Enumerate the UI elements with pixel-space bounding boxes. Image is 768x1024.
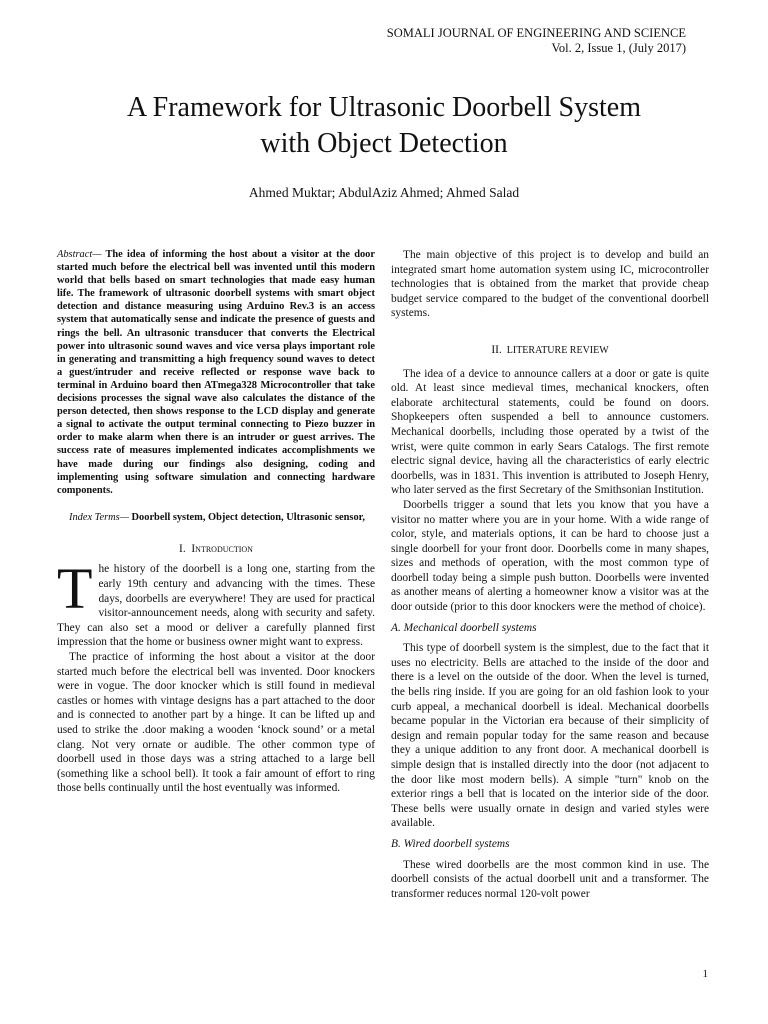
section-title: Introduction — [191, 542, 253, 555]
section-numeral: II. — [491, 343, 502, 356]
subsection-heading-mechanical: A. Mechanical doorbell systems — [391, 621, 537, 634]
section-numeral: I. — [179, 542, 186, 555]
index-terms-lead: Index Terms— — [69, 511, 129, 523]
literature-paragraph-2: Doorbells trigger a sound that lets you know that you have a visitor no matter where you are in your home. With a wide range of color, style, and materials options, it can be hard to choose just a single doorbell for your front door. Doorbells come in many shapes, sizes and methods of operation, with the most common type of doorbell today being a simple push button. Doorbells were invented as another means of alerting a homeowner know a visitor was at the door outside (prior to this door knockers were the method of choice). — [391, 498, 709, 614]
right-column — [391, 248, 709, 901]
journal-name: SOMALI JOURNAL OF ENGINEERING AND SCIENCE — [386, 26, 686, 40]
intro-paragraph-1 — [57, 556, 375, 650]
wired-paragraph: These wired doorbells are the most common kind in use. The doorbell consists of the actual doorbell unit and a transformer. The transformer reduces normal 120-volt power — [391, 858, 709, 900]
abstract — [57, 248, 375, 497]
subsection-heading-wired: B. Wired doorbell systems — [391, 837, 510, 850]
literature-paragraph-1: The idea of a device to announce callers at a door or gate is quite old. At least since medieval times, mechanical knockers, often elaborate architectural statements, could be found on doors. Shopkeepers often suspended a bell to announce customers. Mechanical doorbells, including those operated by a twist of the wrist, were quite common in early Sears Catalogs. The first remote electric signal device, having all the characteristics of early electric doorbells, was in 1831. This invention is attributed to Joseph Henry, who later served as the first Secretary of the Smithsonian Institution. — [391, 367, 709, 497]
mechanical-paragraph: This type of doorbell system is the simplest, due to the fact that it uses no electricity. Bells are attached to the inside of the door and there is a level on the outside of the door. When the level is turned, the bells ring inside. If you are going for an old fashion look to your curb appeal, a mechanical doorbell is ideal. Mechanical doorbells became popular in the Victorian era because of their simplicity of design and remain popular today for the same reason and because they a unique addition to any front door. A mechanical doorbell is simple design that is installed directly into the door (not adjacent to the door like most modern bells). A simple "turn" knob on the exterior rings a bell that is located on the interior side of the door. These bells were usually ornate in design and varied styles were available. — [391, 642, 709, 830]
intro-paragraph-1-text: he history of the doorbell is a long one, starting from the early 19th century and advancing with the times. These days, doorbells are everywhere! They are used for practical visitor-announcement needs, along with security and safety. They can also set a mood or deliver a carefully planned first impression that the home or business owner might want to express. — [57, 563, 375, 649]
paper-title-text: A Framework for Ultrasonic Doorbell System with Object Detection — [126, 92, 642, 159]
objective-paragraph: The main objective of this project is to develop and build an integrated smart home automation system using IC, microcontroller technologies that is obtained from the market that provide cheap budget service compared to the budget of the conventional doorbell systems. — [391, 249, 709, 320]
index-terms — [57, 511, 375, 524]
author-list: Ahmed Muktar; AbdulAziz Ahmed; Ahmed Salad — [248, 185, 520, 200]
left-column — [57, 248, 375, 796]
index-terms-text: Doorbell system, Object detection, Ultrasonic sensor, — [128, 511, 365, 523]
section-heading-literature-review — [391, 343, 709, 359]
paper-title — [0, 90, 768, 162]
drop-cap: T — [57, 556, 93, 622]
section-heading-introduction — [57, 542, 375, 557]
section-title: LITERATURE REVIEW — [506, 344, 609, 356]
abstract-text: The idea of informing the host about a visitor at the door started much before the electrical bell was invented until this modern world that bells based on smart technologies that made easy human life. The framework of ultrasonic doorbell systems with smart object detection and distance measuring using Arduino Rev.3 is an access system that automatically sense and indicate the presence of guests and rings the bell. An ultrasonic transducer that converts the Electrical power into ultrasonic sound waves and vice versa plays important role in generating and transmitting a high frequency sound waves to detect a guest/intruder and receive reflected or response wave back to terminal in Arduino board then ATmega328 Microcontroller that take decisions processes the signal wave also calculates the distance of the person detected, then shows response to the LCD display and generate a signal to activate the output terminal connecting to Piezo buzzer in order to make alarm when there is an intruder or guest arrives. The success rate of measures implemented indicates accomplishments we have made during our findings also designing, coding and implementing using software simulation and connecting hardware components. — [57, 249, 375, 496]
abstract-lead: Abstract— — [57, 249, 102, 260]
journal-issue: Vol. 2, Issue 1, (July 2017) — [551, 41, 686, 55]
page-number: 1 — [702, 968, 708, 980]
journal-header — [387, 26, 686, 56]
intro-paragraph-2: The practice of informing the host about a visitor at the door started much before the electrical bell was invented. Door knockers were in vogue. The door knocker which is still found in medieval castles or homes with vintage designs has a part attached to the door and is connected to another part by a hinge. It can be lifted up and used to strike the .door making a wooden ‘knock sound’ or a metal clang. Not very ornate or audible. The other common type of doorbell used in those days was a string attached to a large bell (something like a school bell). It took a fair amount of effort to ring those bells continually until the host eventually was informed. — [57, 651, 375, 795]
